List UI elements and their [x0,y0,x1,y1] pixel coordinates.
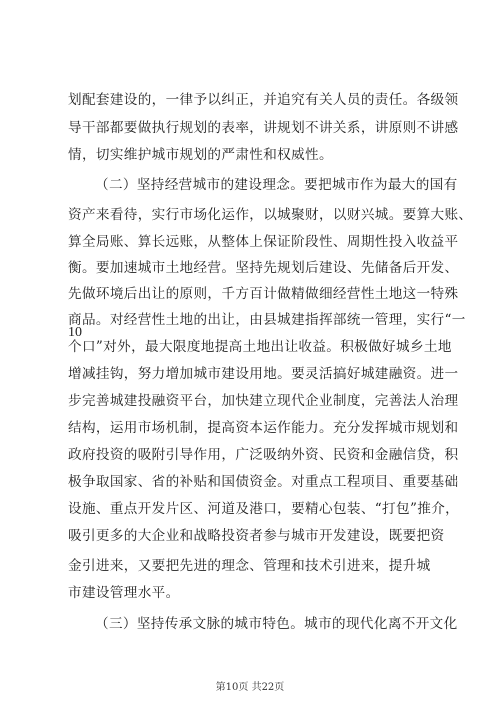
text-line: 市建设管理水平。 [68,585,180,601]
text-line: 算全局账、算长远账，从整体上保证阶段性、周期性投入收益平 [68,234,459,250]
text-line: 衡。要加速城市土地经营。坚持先规划后建设、先储备后开发、 [68,260,459,276]
text-line: 设施、重点开发片区、河道及港口，要精心包装、“打包”推介， [68,501,460,517]
text-line: （三）坚持传承文脉的城市特色。城市的现代化离不开文化 [95,616,458,632]
text-line: 个口”对外，最大限度地提高土地出让收益。积极做好城乡土地 [68,339,452,355]
text-line: 资产来看待，实行市场化运作，以城聚财，以财兴城。要算大账、 [68,207,473,223]
text-line: 步完善城建投融资平台，加快建立现代企业制度，完善法人治理 [68,393,459,409]
text-line: 政府投资的吸附引导作用，广泛吸纳外资、民资和金融信贷，积 [68,447,459,463]
text-line: （二）坚持经营城市的建设理念。要把城市作为最大的国有 [95,177,458,193]
text-line: 极争取国家、省的补贴和国债资金。对重点工程项目、重要基础 [68,474,459,490]
text-line: 吸引更多的大企业和战略投资者参与城市开发建设，既要把资 [68,528,445,544]
text-line: 划配套建设的，一律予以纠正，并追究有关人员的责任。各级领 [68,92,459,108]
text-line: 增减挂钩，努力增加城市建设用地。要灵活搞好城建融资。进一 [68,366,459,382]
text-line: 先做环境后出让的原则，千方百计做精做细经营性土地这一特殊 [68,286,459,302]
text-line: 金引进来，又要把先进的理念、管理和技术引进来，提升城 [68,558,431,574]
text-line: 结构，运用市场机制，提高资本运作能力。充分发挥城市规划和 [68,420,459,436]
page-footer: 第10页 共22页 [215,682,285,693]
text-line: 情，切实维护城市规划的严肃性和权威性。 [68,147,333,163]
text-line: 商品。对经营性土地的出让，由县城建指挥部统一管理，实行“一 [68,312,466,328]
text-line: 导干部都要做执行规划的表率，讲规划不讲关系，讲原则不讲感 [68,120,459,136]
page-number-mark: 10 [68,325,82,340]
